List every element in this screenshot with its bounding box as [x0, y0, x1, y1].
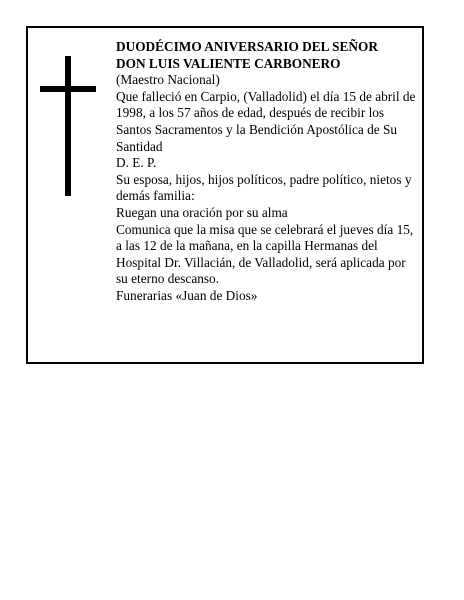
- obituary-notice: [26, 26, 424, 364]
- notice-title-line1: DUODÉCIMO ANIVERSARIO DEL SEÑOR: [116, 39, 378, 54]
- notice-text: [116, 39, 416, 305]
- mass-info: Comunica que la misa que se celebrará el jueves día 15, a las 12 de la mañana, en la capilla Hermanas del Hospital Dr. Villacián, de Valladolid, será aplicada por su eterno descanso.: [116, 221, 414, 287]
- cross-icon: [40, 56, 96, 196]
- cross-vertical-bar: [65, 56, 71, 196]
- profession: (Maestro Nacional): [116, 72, 220, 88]
- notice-title-line2: DON LUIS VALIENTE CARBONERO: [116, 55, 341, 71]
- cross-horizontal-bar: [40, 86, 96, 92]
- family-line: Su esposa, hijos, hijos políticos, padre político, nietos y demás familia:: [116, 171, 412, 204]
- funeral-home: Funerarias «Juan de Dios»: [116, 287, 258, 303]
- death-info: Que falleció en Carpio, (Valladolid) el día 15 de abril de 1998, a los 57 años de edad, después de recibir los Santos Sacramentos y la Bendición Apostólica de Su Santidad: [116, 88, 416, 154]
- prayer-request: Ruegan una oración por su alma: [116, 204, 288, 220]
- rip: D. E. P.: [116, 155, 157, 171]
